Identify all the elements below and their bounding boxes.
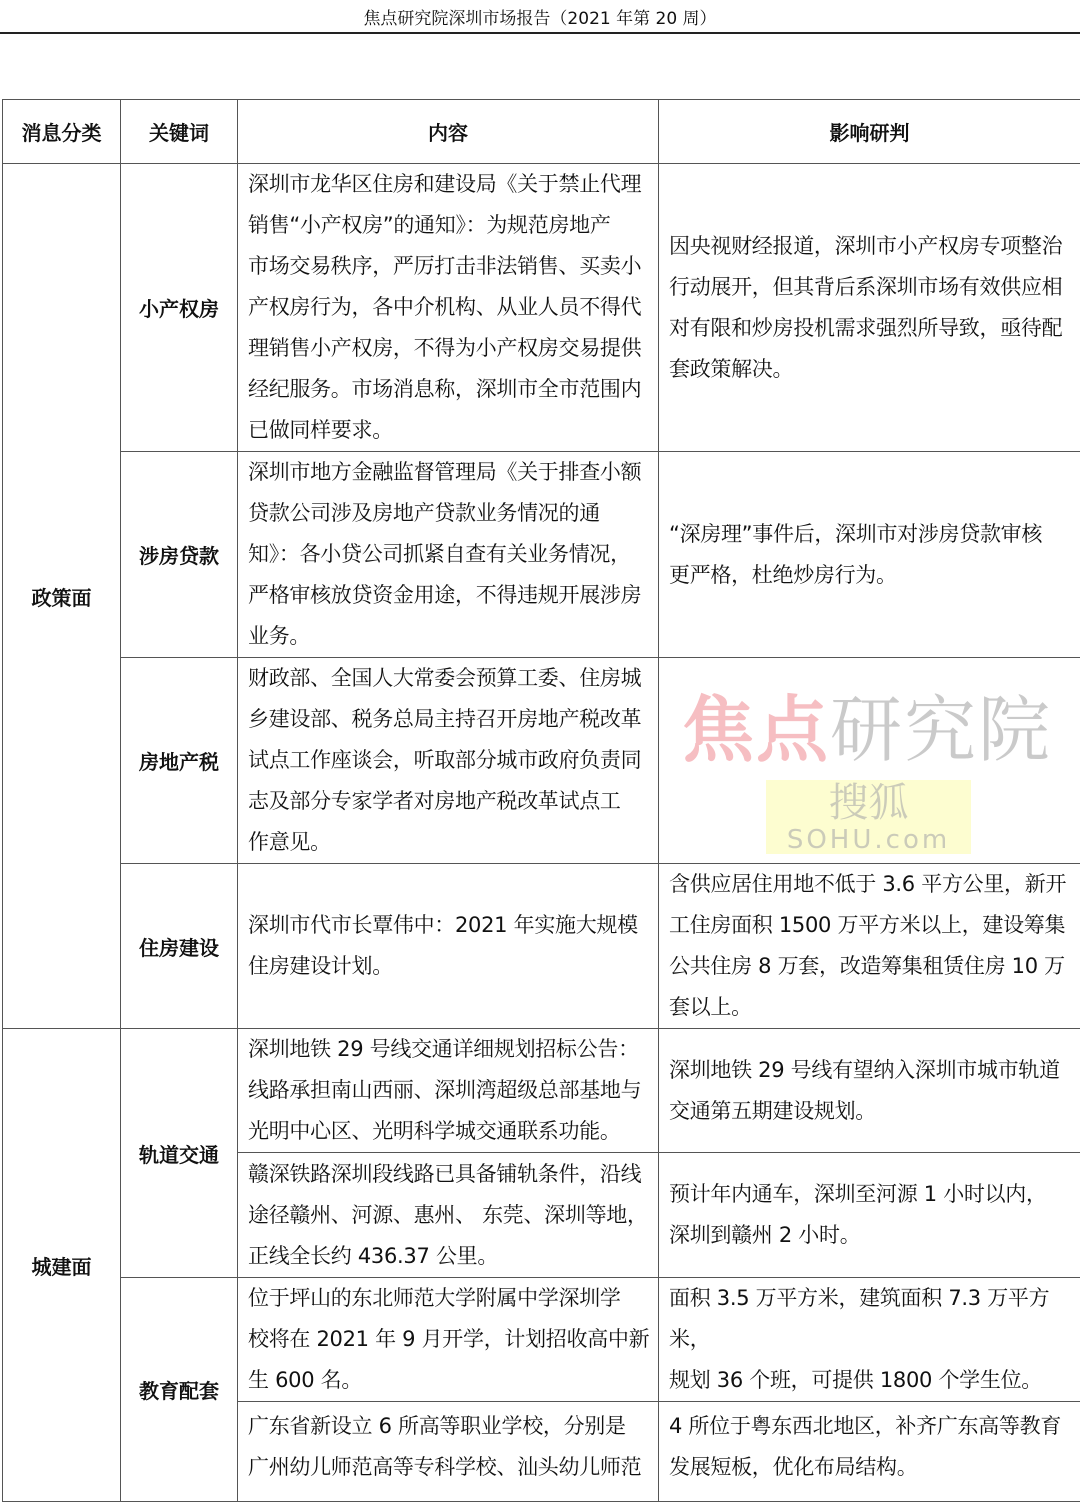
impact-cell: 深圳地铁 29 号线有望纳入深圳市城市轨道 交通第五期建设规划。: [659, 1029, 1080, 1153]
impact-cell: 因央视财经报道，深圳市小产权房专项整治 行动展开，但其背后系深圳市场有效供应相 对有限和炒房投机需求强烈所导致，亟待配 套政策解决。: [659, 164, 1080, 452]
impact-cell: 预计年内通车，深圳至河源 1 小时以内， 深圳到赣州 2 小时。: [659, 1153, 1080, 1278]
keyword-cell: 涉房贷款: [121, 452, 238, 658]
content-cell: 深圳地铁 29 号线交通详细规划招标公告： 线路承担南山西丽、深圳湾超级总部基地与 光明中心区、光明科学城交通联系功能。: [238, 1029, 659, 1153]
keyword-cell: 教育配套: [121, 1278, 238, 1502]
table-row: [3, 164, 1080, 452]
header-keyword: 关键词: [121, 100, 238, 164]
brand-watermark-a: 焦点: [682, 688, 830, 772]
page-header: 焦点研究院深圳市场报告（2021 年第 20 周）: [0, 4, 1080, 29]
content-cell: 财政部、全国人大常委会预算工委、住房城 乡建设部、税务总局主持召开房地产税改革 试点工作座谈会，听取部分城市政府负责同 志及部分专家学者对房地产税改革试点工 作意见。: [238, 658, 659, 864]
brand-watermark-b: 研究院: [830, 688, 1052, 772]
sohu-watermark-text: 搜狐: [829, 780, 909, 826]
report-table: [2, 99, 1080, 1502]
keyword-cell: 房地产税: [121, 658, 238, 864]
impact-cell: 4 所位于粤东西北地区，补齐广东高等教育 发展短板，优化布局结构。: [659, 1402, 1080, 1502]
content-cell: 深圳市代市长覃伟中：2021 年实施大规模 住房建设计划。: [238, 864, 659, 1029]
content-cell: 位于坪山的东北师范大学附属中学深圳学 校将在 2021 年 9 月开学，计划招收高中新 生 600 名。: [238, 1278, 659, 1402]
table-row: [3, 658, 1080, 864]
content-cell: 深圳市龙华区住房和建设局《关于禁止代理 销售“小产权房”的通知》：为规范房地产 市场交易秩序，严厉打击非法销售、买卖小 产权房行为，各中介机构、从业人员不得代 理销售小产权房，不得为小产权房交易提供 经纪服务。市场消息称，深圳市全市范围内 已做同样要求。: [238, 164, 659, 452]
header-rule: [0, 32, 1080, 34]
table-row: [3, 452, 1080, 658]
category-cell: 政策面: [3, 164, 121, 1029]
content-cell: 深圳市地方金融监督管理局《关于排查小额 贷款公司涉及房地产贷款业务情况的通 知》：各小贷公司抓紧自查有关业务情况， 严格审核放贷资金用途，不得违规开展涉房 业务。: [238, 452, 659, 658]
impact-cell: 面积 3.5 万平方米，建筑面积 7.3 万平方米， 规划 36 个班，可提供 1800 个学生位。: [659, 1278, 1080, 1402]
content-cell: 赣深铁路深圳段线路已具备铺轨条件，沿线 途径赣州、河源、惠州、 东莞、深圳等地， 正线全长约 436.37 公里。: [238, 1153, 659, 1278]
keyword-cell: 轨道交通: [121, 1029, 238, 1278]
keyword-cell: 小产权房: [121, 164, 238, 452]
table-row: [3, 1278, 1080, 1402]
table-row: [3, 1029, 1080, 1153]
impact-cell: 含供应居住用地不低于 3.6 平方公里，新开 工住房面积 1500 万平方米以上，建设筹集 公共住房 8 万套，改造筹集租赁住房 10 万 套以上。: [659, 864, 1080, 1029]
impact-cell: “深房理”事件后，深圳市对涉房贷款审核 更严格，杜绝炒房行为。: [659, 452, 1080, 658]
sohu-watermark-url: SOHU.com: [766, 826, 971, 854]
table-header-row: [3, 100, 1080, 164]
content-cell: 广东省新设立 6 所高等职业学校，分别是 广州幼儿师范高等专科学校、汕头幼儿师范: [238, 1402, 659, 1502]
header-impact: 影响研判: [659, 100, 1080, 164]
category-cell: 城建面: [3, 1029, 121, 1502]
header-content: 内容: [238, 100, 659, 164]
header-category: 消息分类: [3, 100, 121, 164]
table-row: [3, 864, 1080, 1029]
impact-cell: [659, 658, 1080, 864]
keyword-cell: 住房建设: [121, 864, 238, 1029]
